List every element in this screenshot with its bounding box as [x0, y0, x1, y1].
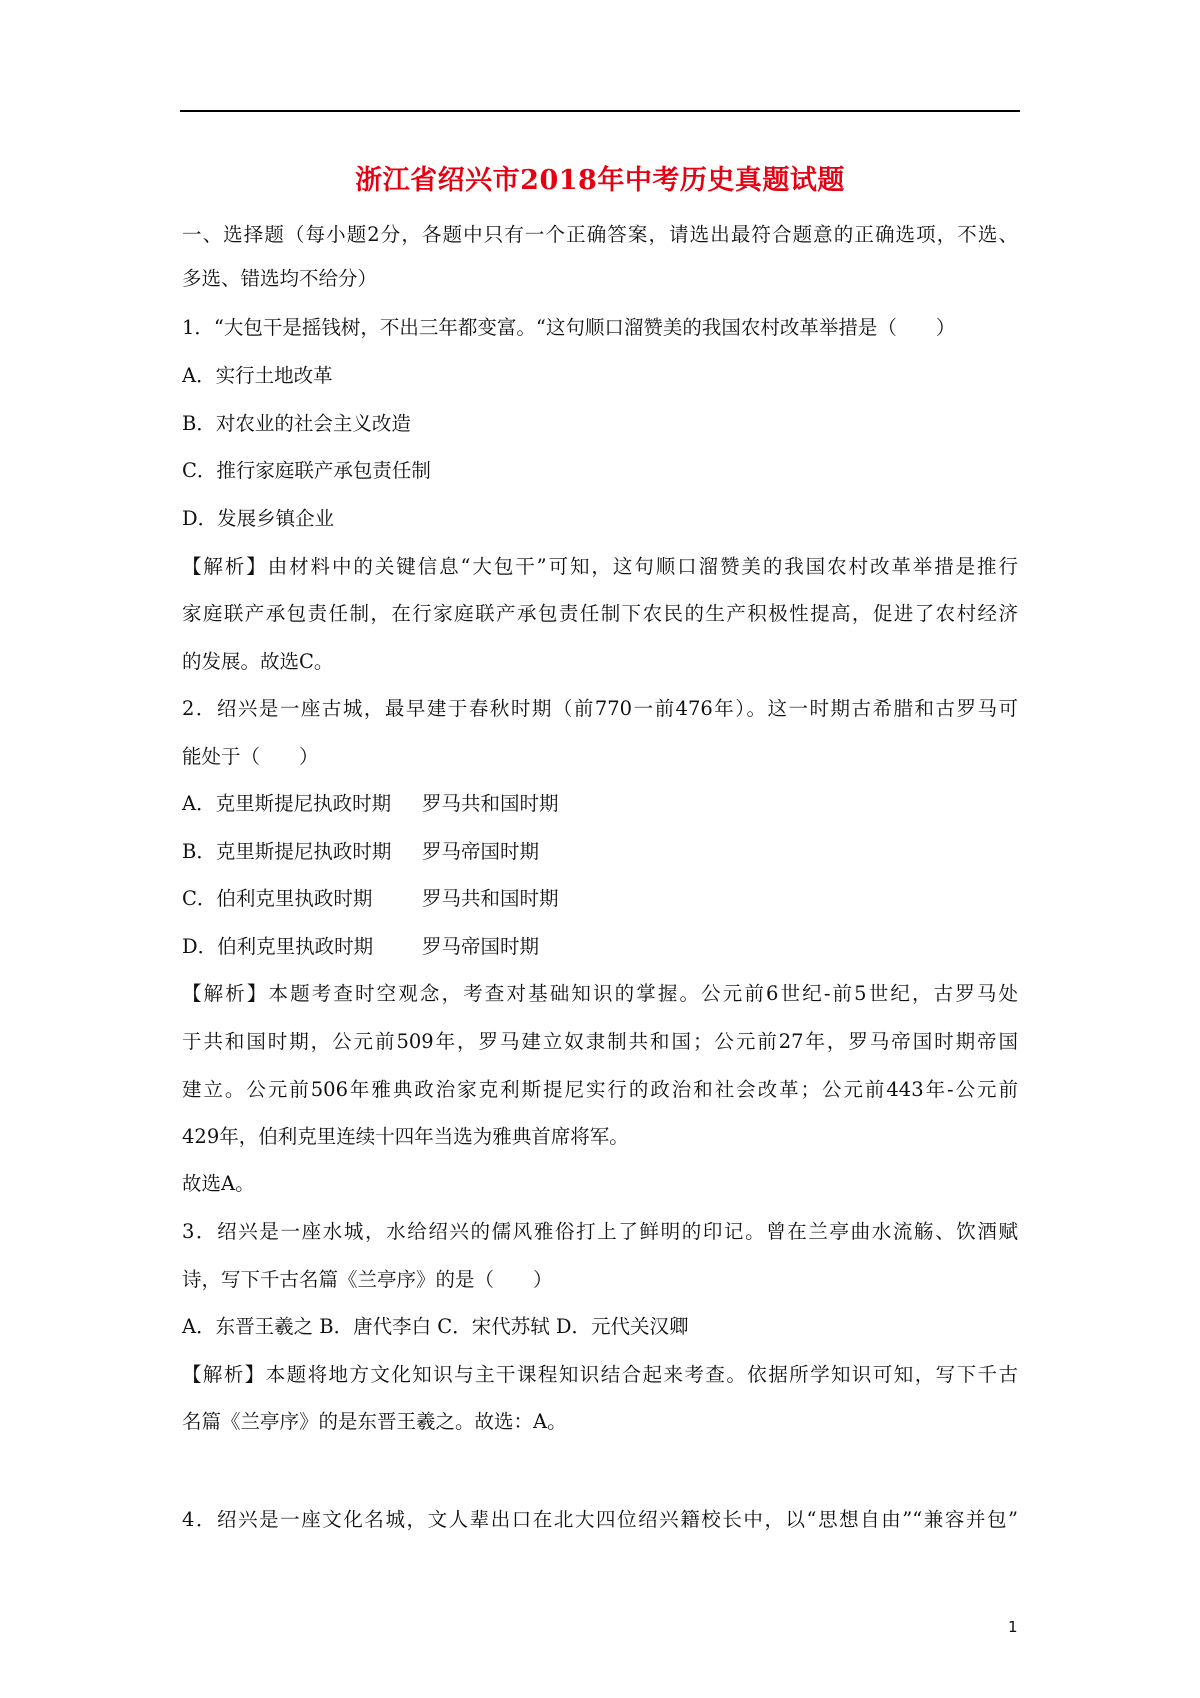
question-2-option-c-left: C．伯利克里执政时期: [182, 887, 373, 910]
question-2-option-c: [182, 887, 559, 911]
question-3-analysis-line-1: 【解析】本题将地方文化知识与主干课程知识结合起来考查。依据所学知识可知，写下千古: [182, 1363, 1018, 1386]
page-number: 1: [1008, 1618, 1018, 1636]
question-3-analysis-line-2: 名篇《兰亭序》的是东晋王羲之。故选：A。: [182, 1410, 567, 1433]
page-title: 浙江省绍兴市2018年中考历史真题试题: [355, 165, 845, 196]
question-2-option-b-right: 罗马帝国时期: [422, 840, 540, 863]
question-3-stem-line-2: 诗，写下千古名篇《兰亭序》的是（ ）: [182, 1268, 553, 1291]
question-2-option-d: [182, 935, 539, 959]
question-2-option-a: [182, 792, 559, 816]
question-2-analysis-line-4: 429年，伯利克里连续十四年当选为雅典首席将军。: [182, 1125, 629, 1148]
question-1-analysis-line-1: 【解析】由材料中的关键信息“大包干”可知，这句顺口溜赞美的我国农村改革举措是推行: [182, 555, 1018, 578]
question-2-analysis-line-3: 建立。公元前506年雅典政治家克利斯提尼实行的政治和社会改革；公元前443年-公元前: [182, 1078, 1018, 1101]
question-1-option-b: B．对农业的社会主义改造: [182, 412, 411, 435]
question-2-option-c-right: 罗马共和国时期: [422, 887, 559, 910]
question-2-analysis-line-5: 故选A。: [182, 1172, 255, 1195]
question-4-stem-line-1: 4．绍兴是一座文化名城，文人辈出口在北大四位绍兴籍校长中，以“思想自由”“兼容并包”: [182, 1508, 1018, 1531]
question-2-analysis-line-1: 【解析】本题考查时空观念，考查对基础知识的掌握。公元前6世纪-前5世纪，古罗马处: [182, 982, 1018, 1005]
question-1-option-a: A．实行土地改革: [182, 364, 333, 387]
question-1-analysis-line-2: 家庭联产承包责任制，在行家庭联产承包责任制下农民的生产积极性提高，促进了农村经济: [182, 602, 1018, 625]
question-2-option-b-left: B．克里斯提尼执政时期: [182, 840, 392, 863]
question-3-options: A．东晋王羲之 B．唐代李白 C．宋代苏轼 D．元代关汉卿: [182, 1315, 689, 1338]
header-rule: [180, 110, 1020, 112]
question-2-analysis-line-2: 于共和国时期，公元前509年，罗马建立奴隶制共和国；公元前27年，罗马帝国时期帝国: [182, 1030, 1018, 1053]
question-2-option-a-left: A．克里斯提尼执政时期: [182, 792, 392, 815]
section-instructions-line-1: 一、选择题（每小题2分，各题中只有一个正确答案，请选出最符合题意的正确选项，不选、: [182, 223, 1018, 246]
section-instructions-line-2: 多选、错选均不给分）: [182, 267, 378, 290]
question-1-option-d: D．发展乡镇企业: [182, 507, 335, 530]
question-1-option-c: C．推行家庭联产承包责任制: [182, 459, 431, 482]
question-1-stem: 1．“大包干是摇钱树，不出三年都变富。“这句顺口溜赞美的我国农村改革举措是（ ）: [182, 316, 956, 339]
question-1-analysis-line-3: 的发展。故选C。: [182, 650, 334, 673]
question-2-stem-line-2: 能处于（ ）: [182, 745, 319, 768]
question-2-option-a-right: 罗马共和国时期: [422, 792, 559, 815]
question-3-stem-line-1: 3．绍兴是一座水城，水给绍兴的儒风雅俗打上了鲜明的印记。曾在兰亭曲水流觞、饮酒赋: [182, 1220, 1018, 1243]
question-2-option-b: [182, 840, 539, 864]
question-2-option-d-right: 罗马帝国时期: [422, 935, 540, 958]
question-2-option-d-left: D．伯利克里执政时期: [182, 935, 374, 958]
question-2-stem-line-1: 2．绍兴是一座古城，最早建于春秋时期（前770一前476年）。这一时期古希腊和古罗马可: [182, 697, 1018, 720]
